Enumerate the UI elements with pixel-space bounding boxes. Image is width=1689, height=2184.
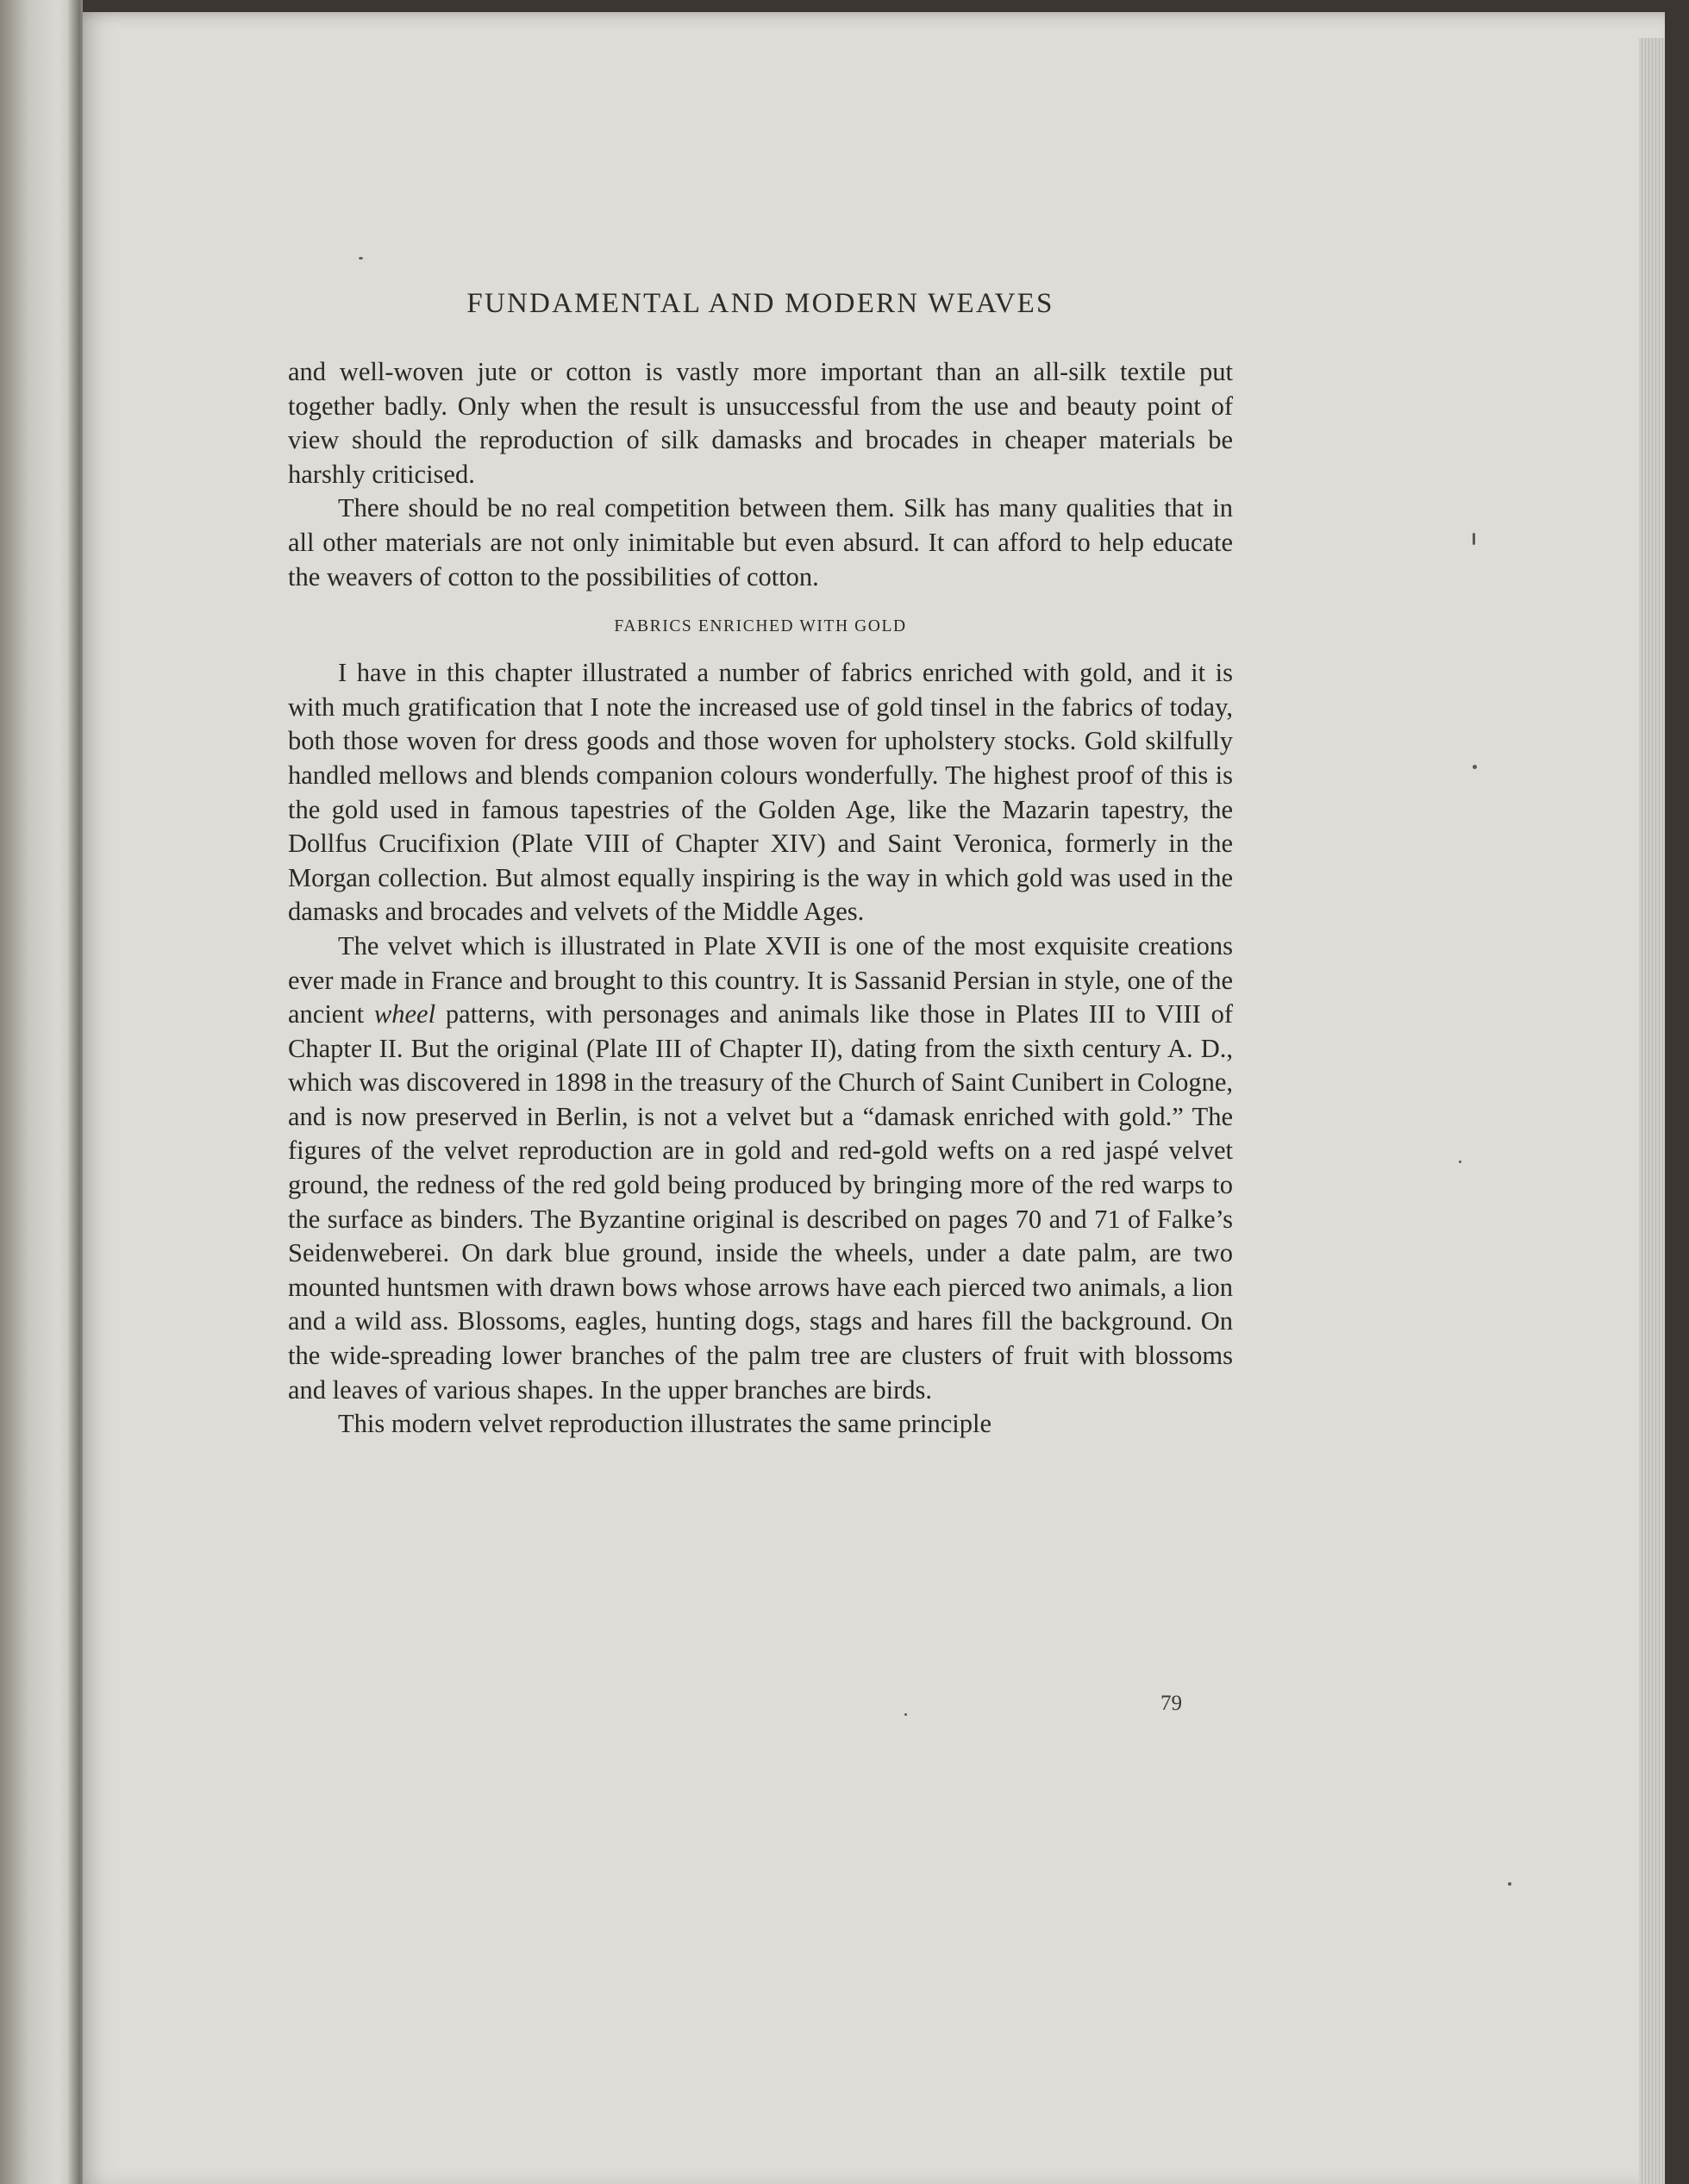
paragraph <box>288 929 1233 1407</box>
paper-speck <box>1508 1882 1511 1886</box>
section-heading: FABRICS ENRICHED WITH GOLD <box>614 617 907 636</box>
body-text <box>288 355 1233 1442</box>
paragraph-text: The velvet which is illustrated in Plate XVII is one of the most exquisite creations ever made in France and brought to this country. It is Sassanid Persian in style, one of the ancient <box>288 930 1233 1029</box>
page-stack-edge <box>1639 38 1665 2184</box>
paragraph: There should be no real competition between them. Silk has many qualities that in all other materials are not only inimitable but even absurd. It can afford to help educate the weavers of cotton to the possibilities of cotton. <box>288 493 1233 591</box>
page-sheet <box>83 12 1665 2184</box>
paper-speck <box>904 1713 907 1716</box>
page-number: 79 <box>1160 1692 1182 1715</box>
paper-speck <box>1473 765 1477 769</box>
italic-word: wheel <box>373 999 436 1029</box>
paragraph-text: patterns, with personages and animals like those in Plates III to VIII of Chapter II. But the original (Plate III of Chapter II), dating from the sixth century A. D., which was discovered in 1898 in the treasury of the Church of Saint Cunibert in Cologne, and is now preserved in Berlin, is not a velvet but a “damask enriched with gold.” The figures of the velvet reproduction are in gold and red-gold wefts on a red jaspé velvet ground, the redness of the red gold being produced by bringing more of the red warps to the surface as binders. The Byzantine original is described on pages 70 and 71 of Falke’s Seidenweberei. On dark blue ground, inside the wheels, under a date palm, are two mounted huntsmen with drawn bows whose arrows have each pierced two animals, a lion and a wild ass. Blossoms, eagles, hunting dogs, stags and hares fill the background. On the wide-spreading lower branches of the palm tree are clusters of fruit with blossoms and leaves of various shapes. In the upper branches are birds. <box>288 999 1233 1405</box>
paragraph: and well-woven jute or cotton is vastly more important than an all-silk textile put together badly. Only when the result is unsuccessful from the use and beauty point of view should the reproduction of silk damasks and brocades in cheaper materials be harshly criticised. <box>288 357 1233 489</box>
paper-speck <box>1473 533 1475 545</box>
paper-speck <box>359 257 363 260</box>
paper-speck <box>1459 1161 1461 1163</box>
paragraph: I have in this chapter illustrated a number of fabrics enriched with gold, and it is with much gratification that I note the increased use of gold tinsel in the fabrics of today, both those woven for dress goods and those woven for upholstery stocks. Gold skilfully handled mellows and blends companion colours wonderfully. The highest proof of this is the gold used in famous tapestries of the Golden Age, like the Mazarin tapestry, the Dollfus Crucifixion (Plate VIII of Chapter XIV) and Saint Veronica, formerly in the Morgan collection. But almost equally inspiring is the way in which gold was used in the damasks and brocades and velvets of the Middle Ages. <box>288 658 1233 927</box>
running-head: FUNDAMENTAL AND MODERN WEAVES <box>466 288 1054 319</box>
paragraph: This modern velvet reproduction illustrates the same principle <box>338 1409 992 1439</box>
